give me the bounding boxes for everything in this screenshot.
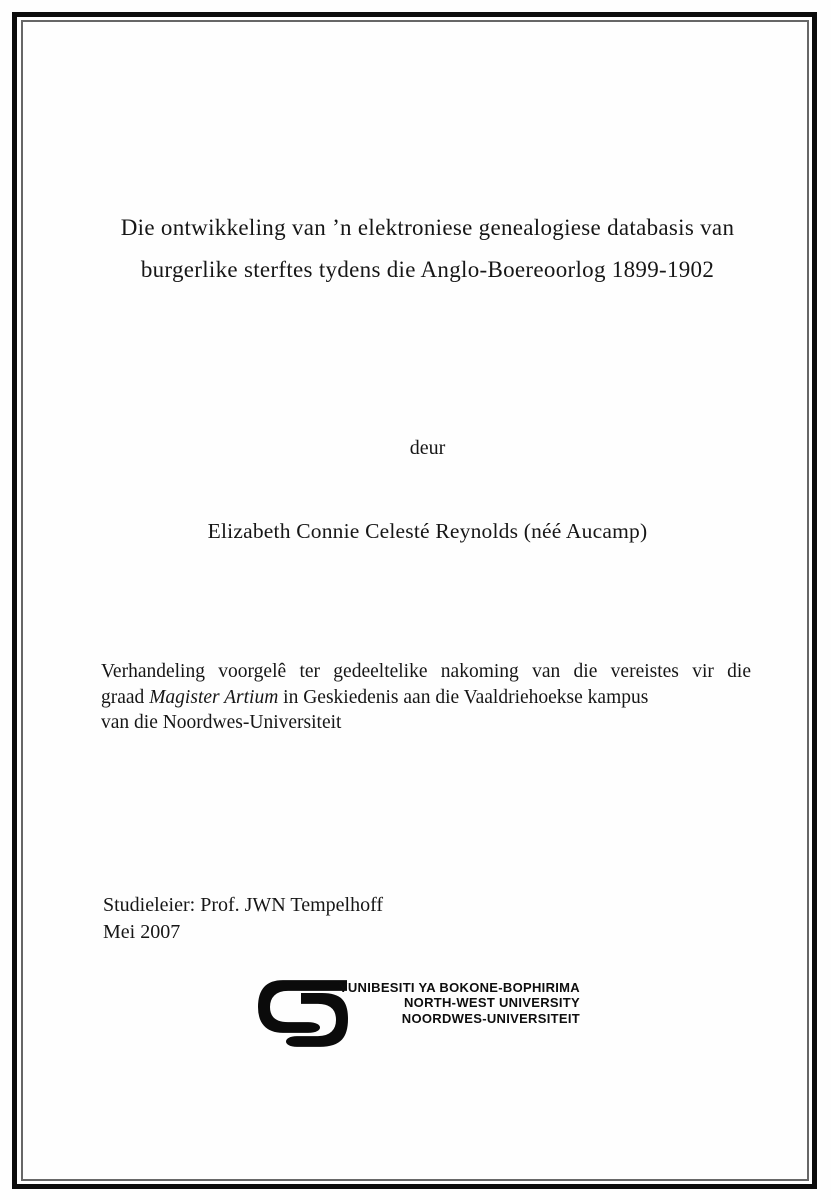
title-line-2: burgerlike sterftes tydens die Anglo-Boereoorlog 1899-1902 (140, 257, 715, 282)
title-line-1: Die ontwikkeling van ’n elektroniese genealogiese databasis van (120, 215, 735, 240)
degree-name: Magister Artium (149, 686, 279, 708)
logo-line-english: NORTH-WEST UNIVERSITY (403, 995, 580, 1011)
submission-line-1: Verhandeling voorgelê ter gedeeltelike nakoming van die vereistes vir die (101, 661, 751, 682)
author-name: Elizabeth Connie Celesté Reynolds (néé Aucamp) (207, 519, 648, 543)
logo-line-setswana: YUNIBESITI YA BOKONE-BOPHIRIMA (338, 980, 580, 995)
date-line: Mei 2007 (103, 920, 181, 943)
degree-suffix: in Geskiedenis aan die Vaaldriehoekse kampus (278, 686, 649, 708)
logo-line-afrikaans: NOORDWES-UNIVERSITEIT (401, 1010, 580, 1026)
thesis-title (100, 207, 755, 291)
submission-line-2 (101, 685, 751, 711)
submission-line-3: van die Noordwes-Universiteit (101, 712, 342, 733)
supervisor-line: Studieleier: Prof. JWN Tempelhoff (103, 894, 384, 916)
submission-statement (101, 659, 751, 736)
university-logo (256, 976, 586, 1056)
supervisor-block (103, 892, 383, 945)
university-logo-text (316, 980, 580, 1026)
byline-label: deur (409, 437, 446, 459)
degree-prefix: graad (101, 686, 150, 708)
